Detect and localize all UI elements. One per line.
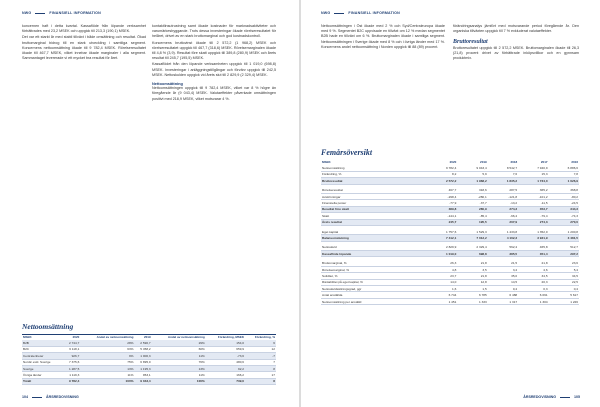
table-cell: 6 118,1 <box>63 346 80 352</box>
row-label: Övriga länder <box>22 372 63 378</box>
table-cell: 659,9 <box>206 346 245 352</box>
table-cell: 15,3 <box>518 171 548 177</box>
table-cell: 2 590,7 <box>134 340 151 346</box>
table-cell: 9 782,4 <box>63 378 80 384</box>
table-cell: 512,7 <box>549 245 579 251</box>
table-cell: -74,3 <box>549 213 579 219</box>
table-cell: 0,4 <box>549 286 579 292</box>
row-label: B2C <box>22 346 63 352</box>
row-label: Resultat före skatt <box>321 206 427 212</box>
table-cell: 5 617 <box>549 292 579 298</box>
row-label: Centralenheter <box>22 353 63 359</box>
table-cell: 2 744,7 <box>63 340 80 346</box>
table-cell: 385,5 <box>488 251 518 257</box>
table-cell: -298,4 <box>427 193 457 199</box>
col-header: Andel av nettoomsättning <box>96 334 134 339</box>
table-cell: 1 304 <box>518 298 548 304</box>
table-cell: 280,9 <box>457 206 487 212</box>
table-cell: 195,5 <box>457 219 487 225</box>
row-label: Kassaflöde löpande <box>321 251 427 257</box>
table-cell: 2 829,9 <box>427 245 457 251</box>
row-label: Sverige <box>22 365 63 371</box>
table-cell: 1 200,8 <box>549 229 579 235</box>
table-cell: 1 757,6 <box>427 229 457 235</box>
table-cell: 344,3 <box>549 206 579 212</box>
table-cell: -73,6 <box>206 353 245 359</box>
table-cell: 20,3 <box>518 279 548 285</box>
table-cell: 1,6 <box>427 286 457 292</box>
table-title: Femårsöversikt <box>321 148 373 157</box>
table-cell: 3,4 <box>488 266 518 272</box>
report-label: ÅRSREDOVISNING <box>46 395 79 399</box>
table-cell: 6 744 <box>427 292 457 298</box>
table-cell: -7 <box>245 353 276 359</box>
table-cell: 100% <box>152 378 206 384</box>
right-page-header <box>321 11 400 15</box>
left-page-header <box>22 11 101 15</box>
section-label: FINANSIELL INFORMATION <box>49 11 101 15</box>
table-cell: 8 542,7 <box>488 165 518 171</box>
col-header: 2020 <box>72 334 80 339</box>
five-year-table-body <box>321 165 579 304</box>
right-text-column-1 <box>321 24 445 51</box>
table-cell: 5,9 <box>457 171 487 177</box>
table-cell: -24,5 <box>549 200 579 206</box>
table-cell: 270,0 <box>549 219 579 225</box>
table-row <box>22 378 276 384</box>
table-cell: 21,8 <box>457 260 487 266</box>
table-cell: 12,8 <box>457 279 487 285</box>
table-cell: 287,5 <box>488 188 518 194</box>
row-label: Soliditet, % <box>321 273 427 279</box>
table-cell: 467,7 <box>427 188 457 194</box>
five-year-overview-block <box>321 148 579 305</box>
table-cell: 926,7 <box>63 353 80 359</box>
table-cell: 11% <box>80 372 134 378</box>
table-cell: 154,0 <box>206 340 245 346</box>
left-page-footer <box>22 395 79 399</box>
row-label: Avskrivningar <box>321 193 427 199</box>
row-label: Skatt <box>321 213 427 219</box>
col-header: 2020 <box>449 159 457 164</box>
table-cell: 4,8 <box>427 266 457 272</box>
left-page <box>0 0 299 407</box>
table-cell: 75% <box>80 359 134 365</box>
table-cell: 35,0 <box>488 273 518 279</box>
table-cell: 9 043,4 <box>457 165 487 171</box>
table-cell: 7 940,9 <box>518 165 548 171</box>
table-cell: 6 <box>245 340 276 346</box>
col-header: Förändring, MSEK <box>217 334 245 339</box>
report-label: ÅRSREDOVISNING <box>523 395 556 399</box>
table-cell: -85,4 <box>457 213 487 219</box>
table-cell: 14,5 <box>488 279 518 285</box>
paragraph: Det var ett starkt år med stabil tillväxt i både omsättning och resultat. Ökad bruttomarginal bidrog till en stark utveckling i samtliga segment. Koncernens nettoomsättning ökade till 9 782,4 MSEK. Rörelseresultatet ökade till 467,7 MSEK, vilket innebar ökade marginaler i alla segment. Sammantaget levererade vi ett mycket bra resultat för året. <box>22 35 146 61</box>
table-cell: 7 375,6 <box>63 359 80 365</box>
row-label: Finansiella poster <box>321 200 427 206</box>
table-cell: 480,6 <box>206 359 245 365</box>
table-cell: 11% <box>152 353 206 359</box>
table-cell: -144,1 <box>427 213 457 219</box>
table-cell: 1 352,0 <box>518 229 548 235</box>
table-cell: 9% <box>80 353 134 359</box>
table-cell: 1 317 <box>488 298 518 304</box>
table-cell: -13,2 <box>488 200 518 206</box>
table-cell: 34,5 <box>518 273 548 279</box>
table-cell: 76% <box>152 359 206 365</box>
table-cell: 1 119,3 <box>63 372 80 378</box>
table-cell: 8 <box>245 378 276 384</box>
row-label: Totalt <box>22 378 63 384</box>
table-cell: 318,6 <box>457 188 487 194</box>
col-header: Förändring, % <box>254 334 275 339</box>
row-label: Rörelseresultat <box>321 188 427 194</box>
page-number: 105 <box>574 395 580 399</box>
paragraph: Bruttoresultatet uppgick till 2 572,2 MSEK. Bruttomarginalen ökade till 26,3 (21,8) procent drivet av förbättrade inköpsvillkor och en gynnsam produktmix. <box>453 45 579 61</box>
table-cell: 21,8 <box>518 260 548 266</box>
table-cell: 166,2 <box>206 372 245 378</box>
table-cell: 7 <box>245 359 276 365</box>
row-label: Balansomslutning <box>321 235 427 241</box>
paragraph: Kassaflödet från den löpande verksamheten uppgick till 1 019,0 (698,8) MSEK. Investeringar i anläggningstillgångar och förvärv uppgick till 242,5 MSEK. Nettoskulden uppgick vid årets slut till 2 829,9 (2 329,4) MSEK. <box>152 62 276 77</box>
net-sales-table-block <box>22 322 276 385</box>
table-cell: 1 835,2 <box>488 178 518 184</box>
table-cell: 739,0 <box>206 378 245 384</box>
table-cell: -80,2 <box>549 193 579 199</box>
table-cell: 5,4 <box>549 266 579 272</box>
row-label: Nettoomsättning per anställd <box>321 298 427 304</box>
row-label: B2B <box>22 340 63 346</box>
col-header: MSEK <box>23 334 32 339</box>
col-header: 2019 <box>143 334 151 339</box>
table-cell: 0,3 <box>518 286 548 292</box>
table-cell: 1 734,0 <box>518 178 548 184</box>
table-cell: 2 329,4 <box>457 245 487 251</box>
header-divider <box>334 13 344 14</box>
brand-label: NWG <box>22 11 32 15</box>
row-label: Nordic exkl. Sverige <box>22 359 63 365</box>
row-label: Bruttomarginal, % <box>321 260 427 266</box>
table-cell: 9 043,4 <box>134 378 151 384</box>
row-label: Rörelsemarginal, % <box>321 266 427 272</box>
table-cell: 953,1 <box>134 372 151 378</box>
table-cell: 1 433,8 <box>488 229 518 235</box>
table-cell: 34,5 <box>549 273 579 279</box>
row-label: Förändring, % <box>321 171 427 177</box>
table-cell: 365,2 <box>518 188 548 194</box>
row-label: Räntabilitet på eget kapital, % <box>321 279 427 285</box>
table-cell: 297,2 <box>549 251 579 257</box>
table-cell: 389,8 <box>427 206 457 212</box>
table-cell: 6 886,6 <box>549 165 579 171</box>
right-page <box>301 0 600 407</box>
net-sales-table <box>22 334 276 385</box>
table-cell: 1 287,5 <box>63 365 80 371</box>
table-cell: 4 102,3 <box>488 235 518 241</box>
section-subheading: Bruttoresultat <box>453 39 488 46</box>
table-cell: 17 <box>245 372 276 378</box>
table-cell: 100% <box>80 378 134 384</box>
row-label: Nettoskuldsättningsgrad, ggr <box>321 286 427 292</box>
table-cell: 26,3 <box>427 260 457 266</box>
row-label: Nettoskuld <box>321 245 427 251</box>
left-text-column-1 <box>22 24 146 62</box>
table-cell: 245,7 <box>427 219 457 225</box>
row-label: Antal anställda <box>321 292 427 298</box>
brand-label: NWG <box>321 11 331 15</box>
paragraph: Koncernens bruttovinst ökade till 2 572,2 (1 968,2) MSEK och rörelseresultatet uppgick till 467,7 (318,6) MSEK. Rörelsemarginalen ökade till 4,8 % (3,9). Resultat före skatt uppgick till 389,8 (280,9) MSEK och årets resultat till 245,7 (195,5) MSEK. <box>152 40 276 61</box>
col-header: MSEK <box>322 159 331 164</box>
table-cell: 207,9 <box>488 219 518 225</box>
table-cell: 1 226 <box>549 298 579 304</box>
table-cell: 1 529,3 <box>457 229 487 235</box>
paragraph: Nettoomsättningen i Öst ökade med 2 % och Syd/Centraleuropa ökade med 9 %. Segmentet B2C uppvisade en tillväxt om 12 % medan segmentet B2B hade en tillväxt om 6 %. Bruttomarginalen ökade i samtliga segment. Nettoomsättningen i Sverige ökade med 8 % och i övriga länder med 17 %. Koncernens andel nettoomsättning i Norden uppgick till 88 (89) procent. <box>321 24 445 49</box>
table-cell: 562,4 <box>488 245 518 251</box>
table-cell: 1 333 <box>457 298 487 304</box>
col-header: Andel av nettoomsättning <box>167 334 205 339</box>
col-header: 2019 <box>480 159 487 164</box>
table-cell: 22,5 <box>549 279 579 285</box>
table-cell: 1 000,3 <box>134 353 151 359</box>
table-cell: 7,6 <box>488 171 518 177</box>
section-label: FINANSIELL INFORMATION <box>348 11 400 15</box>
table-cell: 23,7 <box>427 273 457 279</box>
table-cell: 21,8 <box>457 273 487 279</box>
table-cell: 6 488 <box>488 292 518 298</box>
paragraph: kontaktlinsutrustning samt ökade kostnader för marknadsaktiviteter och varumärkesbyggande. Trots dessa investeringar ökade rörelseresultatet för helåret, drivet av en stark bruttomarginal och god kostnadskontroll. <box>152 24 276 39</box>
row-label: Bruttoresultat <box>321 178 427 184</box>
table-cell: -77,9 <box>427 200 457 206</box>
net-sales-table-body <box>22 340 276 384</box>
five-year-table <box>321 160 579 305</box>
left-text-column-2 <box>152 24 276 103</box>
table-cell: 6 895,0 <box>134 359 151 365</box>
table-cell: 1 019,0 <box>427 251 457 257</box>
footer-divider <box>32 397 42 398</box>
table-cell: 3 481,5 <box>549 235 579 241</box>
table-title: Nettoomsättning <box>22 322 74 331</box>
table-cell: 14,0 <box>427 279 457 285</box>
table-cell: -101,2 <box>518 193 548 199</box>
table-row <box>321 298 579 304</box>
table-cell: 13% <box>152 365 206 371</box>
col-header: 2017 <box>540 159 548 164</box>
paragraph: koncernen haft i detta kvartal. Kassaflöde från löpande verksamhet förbättrades med 23,2 MSEK och uppgick till 213,3 (190,1) MSEK. <box>22 24 146 34</box>
col-header: 2016 <box>571 159 578 164</box>
table-cell: 8 <box>245 365 276 371</box>
paragraph: Nettoomsättningen uppgick till 9 782,4 MSEK, vilket var 8 % högre än föregående år (9 043,4) MSEK. Valutaeffekter påverkade omsättningen positivt med 218,9 MSEK, vilket motsvarar 4 %. <box>152 86 276 101</box>
table-cell: 8,2 <box>427 171 457 177</box>
table-cell: 5 458,2 <box>134 346 151 352</box>
table-cell: 368,8 <box>549 188 579 194</box>
table-cell: 1 968,2 <box>457 178 487 184</box>
table-cell: 12 <box>245 346 276 352</box>
table-cell: 274,3 <box>488 206 518 212</box>
table-cell: 2 572,2 <box>427 178 457 184</box>
table-cell: -79,4 <box>518 213 548 219</box>
table-cell: 3 921,9 <box>518 235 548 241</box>
table-cell: 353,7 <box>518 206 548 212</box>
table-cell: 7,8 <box>549 171 579 177</box>
paragraph: förändringsanalys jämfört med motsvarande period föregående år. Den organiska tillväxten uppgick till 7 % exkluderat valutaeffekter. <box>453 24 579 34</box>
table-cell: 6 785 <box>457 292 487 298</box>
table-cell: 11% <box>152 372 206 378</box>
row-label: Nettoomsättning <box>321 165 427 171</box>
table-cell: 0,4 <box>488 286 518 292</box>
header-divider <box>35 13 45 14</box>
row-label: Årets resultat <box>321 219 427 225</box>
right-text-column-2 <box>453 24 579 62</box>
section-subheading: Nettoomsättning <box>152 81 183 87</box>
table-cell: 92,2 <box>206 365 245 371</box>
table-cell: 29% <box>152 340 206 346</box>
table-cell: 9 782,4 <box>427 165 457 171</box>
table-cell: 63% <box>80 346 134 352</box>
table-cell: -121,8 <box>488 193 518 199</box>
row-label: Eget kapital <box>321 229 427 235</box>
table-cell: 7 412,1 <box>427 235 457 241</box>
table-cell: 3,5 <box>457 266 487 272</box>
table-cell: 1,5 <box>457 286 487 292</box>
table-cell: -66,4 <box>488 213 518 219</box>
table-cell: 7 012,2 <box>457 235 487 241</box>
table-cell: 4,6 <box>518 266 548 272</box>
table-cell: 274,3 <box>518 219 548 225</box>
table-cell: 23,6 <box>549 260 579 266</box>
table-cell: 1 626,9 <box>549 178 579 184</box>
table-cell: 1 195,3 <box>134 365 151 371</box>
table-cell: 28% <box>80 340 134 346</box>
page-number: 104 <box>22 395 28 399</box>
table-cell: 351,4 <box>518 251 548 257</box>
right-page-footer <box>523 395 580 399</box>
table-cell: 13% <box>80 365 134 371</box>
col-header: 2018 <box>510 159 518 164</box>
table-cell: 465,8 <box>518 245 548 251</box>
table-cell: -11,5 <box>518 200 548 206</box>
table-cell: 1 451 <box>427 298 457 304</box>
footer-divider <box>560 397 570 398</box>
table-cell: 698,8 <box>457 251 487 257</box>
table-cell: 21,5 <box>488 260 518 266</box>
table-cell: 60% <box>152 346 206 352</box>
table-cell: -280,1 <box>457 193 487 199</box>
table-cell: 6 091 <box>518 292 548 298</box>
table-cell: -37,7 <box>457 200 487 206</box>
